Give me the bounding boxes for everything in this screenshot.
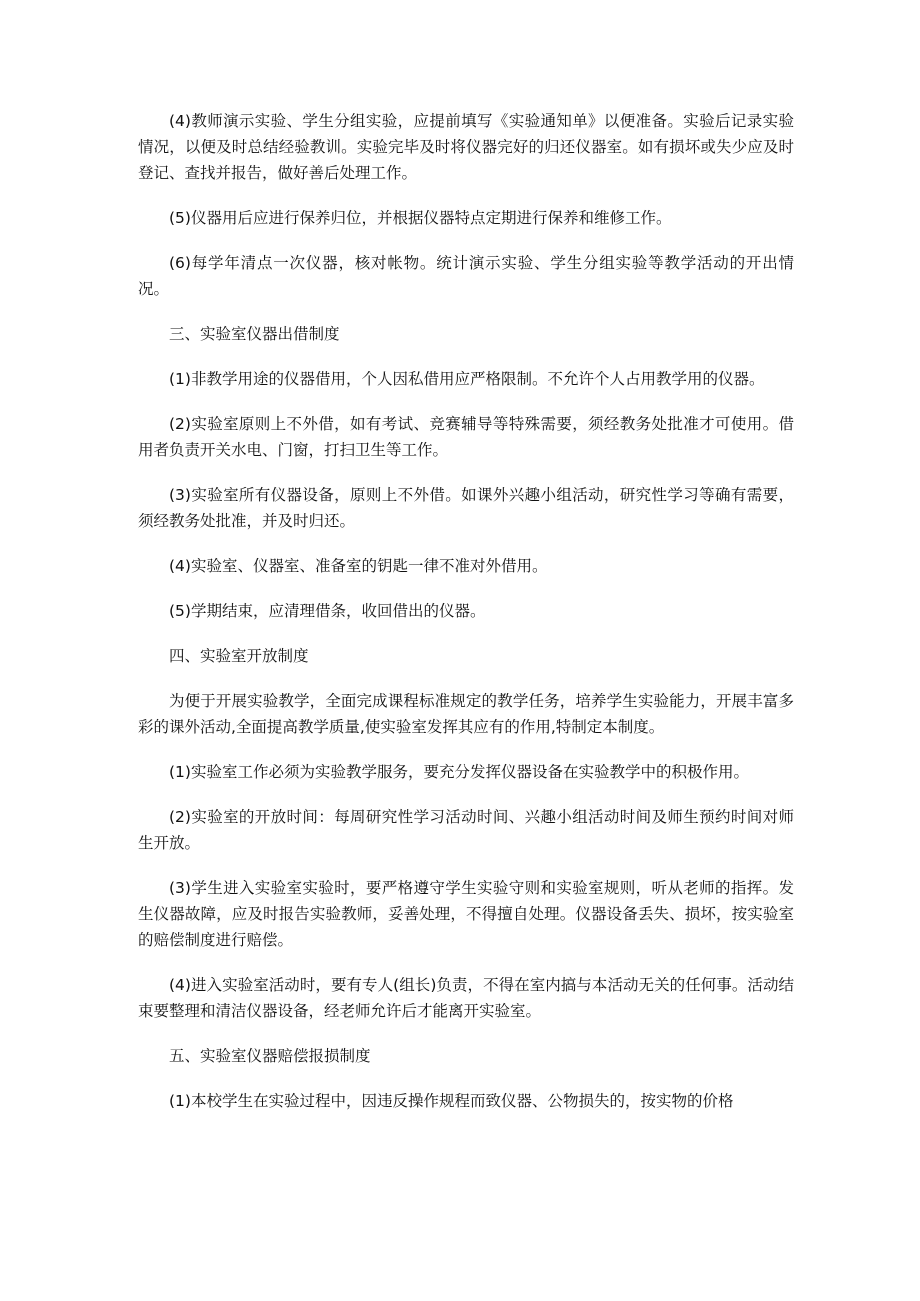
paragraph-lending-3: (3)实验室所有仪器设备，原则上不外借。如课外兴趣小组活动，研究性学习等确有需要，须经教务处批准，并及时归还。 <box>138 486 794 530</box>
paragraph-opening-1: (1)实验室工作必须为实验教学服务，要充分发挥仪器设备在实验教学中的积极作用。 <box>169 763 749 781</box>
paragraph-opening-3: (3)学生进入实验室实验时，要严格遵守学生实验守则和实验室规则，听从老师的指挥。发生仪器故障，应及时报告实验教师，妥善处理，不得擅自处理。仪器设备丢失、损坏，按实验室的赔偿制度进行赔偿。 <box>138 879 794 949</box>
paragraph-compensation-1: (1)本校学生在实验过程中，因违反操作规程而致仪器、公物损失的，按实物的价格 <box>169 1092 734 1110</box>
paragraph-lending-2: (2)实验室原则上不外借，如有考试、竞赛辅导等特殊需要，须经教务处批准才可使用。借用者负责开关水电、门窗，打扫卫生等工作。 <box>138 415 794 459</box>
section-heading-compensation: 五、实验室仪器赔偿报损制度 <box>169 1047 371 1065</box>
paragraph-instrument-4: (4)教师演示实验、学生分组实验，应提前填写《实验通知单》以便准备。实验后记录实验情况，以便及时总结经验教训。实验完毕及时将仪器完好的归还仪器室。如有损坏或失少应及时登记、查找并报告，做好善后处理工作。 <box>138 112 794 182</box>
document-page <box>138 108 794 1133</box>
paragraph-lending-5: (5)学期结束，应清理借条，收回借出的仪器。 <box>169 602 486 620</box>
paragraph-opening-intro: 为便于开展实验教学，全面完成课程标准规定的教学任务，培养学生实验能力，开展丰富多彩的课外活动,全面提高教学质量,使实验室发挥其应有的作用,特制定本制度。 <box>138 692 794 736</box>
section-heading-lending: 三、实验室仪器出借制度 <box>169 325 340 343</box>
paragraph-instrument-6: (6)每学年清点一次仪器，核对帐物。统计演示实验、学生分组实验等教学活动的开出情况。 <box>138 254 794 298</box>
paragraph-lending-4: (4)实验室、仪器室、准备室的钥匙一律不准对外借用。 <box>169 557 548 575</box>
paragraph-opening-4: (4)进入实验室活动时，要有专人(组长)负责，不得在室内搞与本活动无关的任何事。活动结束要整理和清洁仪器设备，经老师允许后才能离开实验室。 <box>138 976 794 1020</box>
paragraph-lending-1: (1)非教学用途的仪器借用，个人因私借用应严格限制。不允许个人占用教学用的仪器。 <box>169 370 765 388</box>
paragraph-instrument-5: (5)仪器用后应进行保养归位，并根据仪器特点定期进行保养和维修工作。 <box>169 209 672 227</box>
paragraph-opening-2: (2)实验室的开放时间：每周研究性学习活动时间、兴趣小组活动时间及师生预约时间对师生开放。 <box>138 808 794 852</box>
section-heading-opening: 四、实验室开放制度 <box>169 647 309 665</box>
